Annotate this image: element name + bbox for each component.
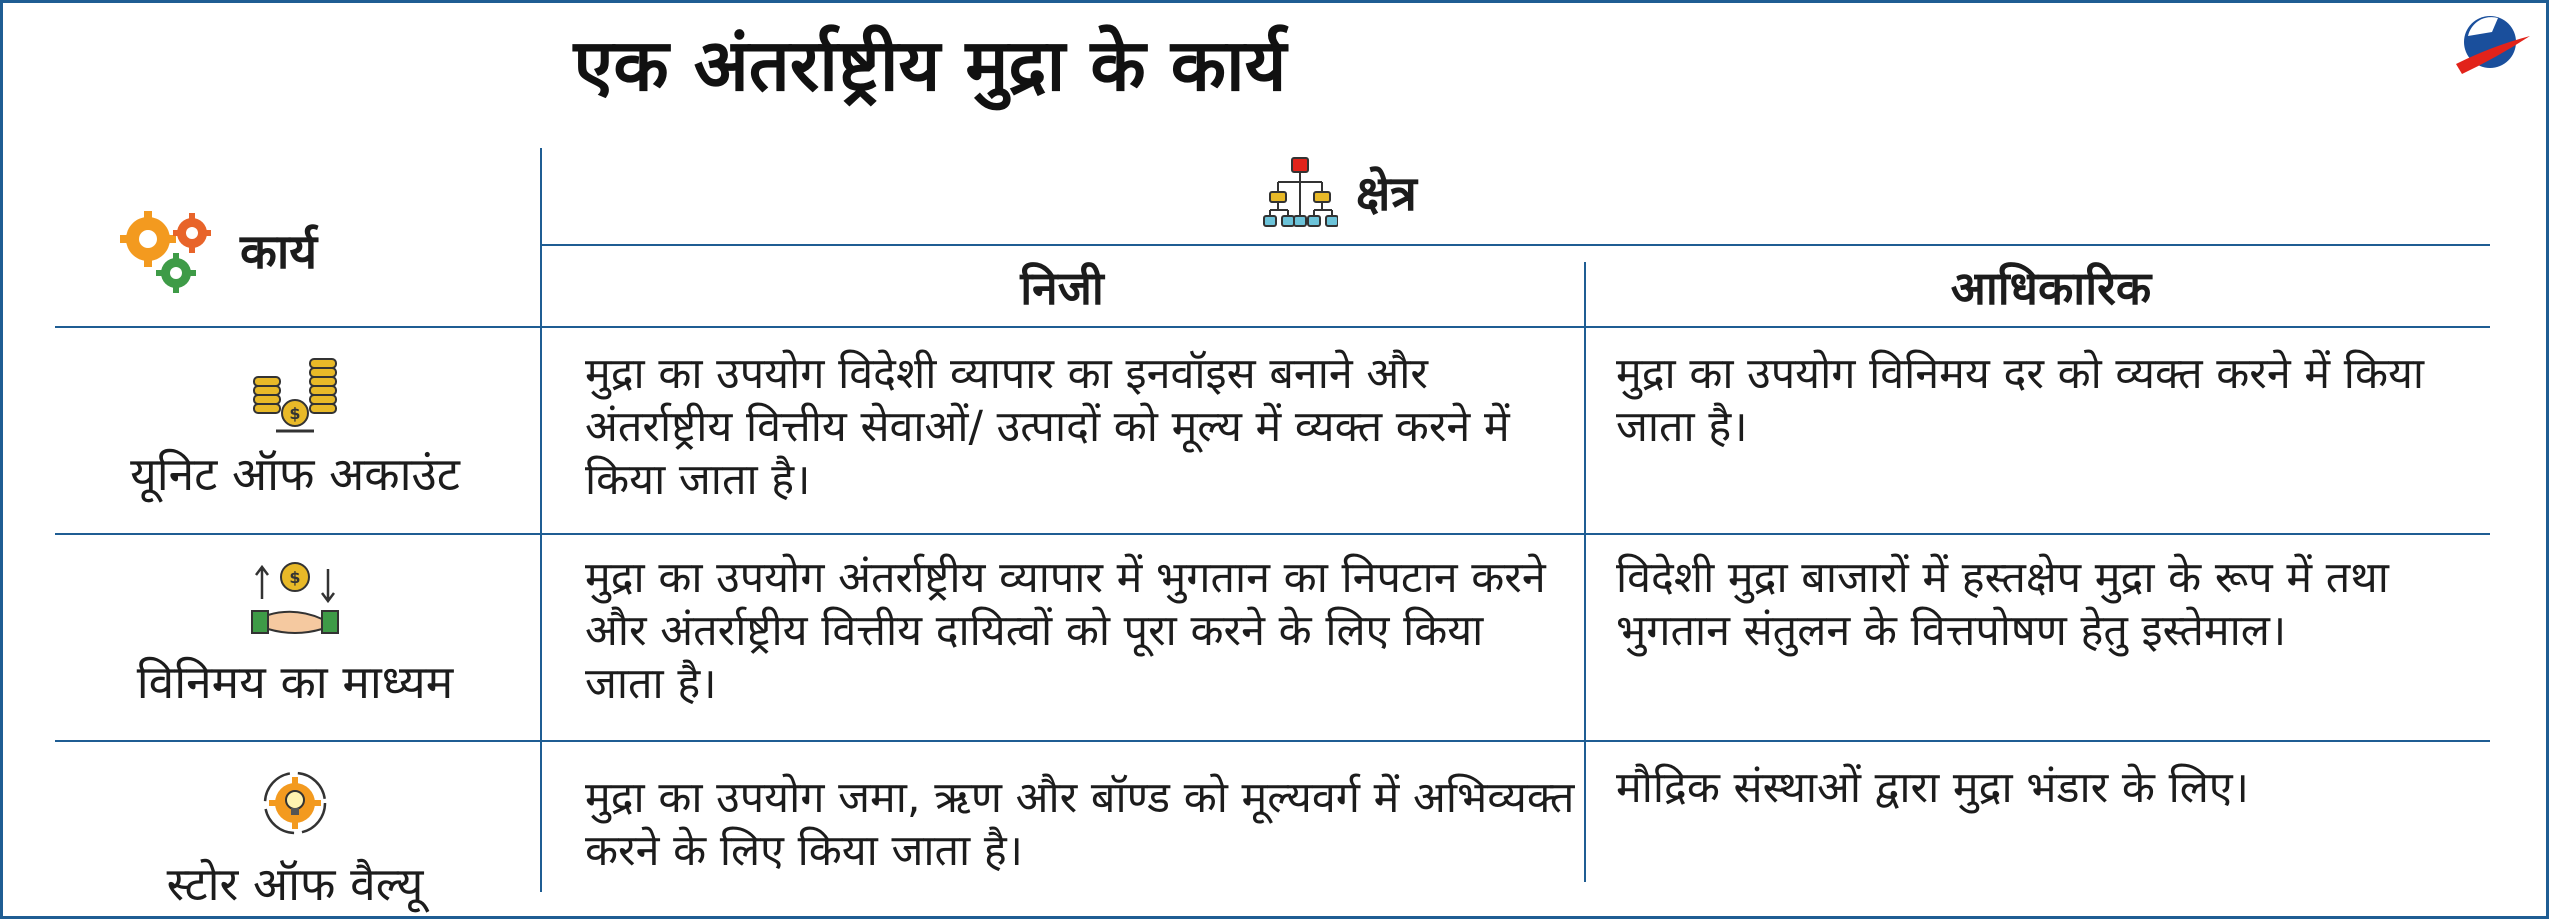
svg-text:$: $ <box>289 404 301 423</box>
official-cell-store-of-value: मौद्रिक संस्थाओं द्वारा मुद्रा भंडार के लिए। <box>1616 763 2249 813</box>
function-header-label: कार्य <box>240 223 318 280</box>
function-cell-unit-of-account <box>55 350 535 504</box>
function-column-header <box>118 200 317 300</box>
function-label: यूनिट ऑफ अकाउंट <box>130 447 460 501</box>
hierarchy-icon <box>1262 154 1338 230</box>
coins-stack-icon <box>250 351 340 435</box>
svg-text:$: $ <box>289 568 301 587</box>
brand-logo-icon <box>2452 6 2532 86</box>
column-divider-line <box>540 148 542 892</box>
page-title: एक अंतर्राष्ट्रीय मुद्रा के कार्य <box>573 23 1287 107</box>
official-cell-medium-of-exchange: विदेशी मुद्रा बाजारों में हस्तक्षेप मुद्रा के रूप में तथा भुगतान संतुलन के वित्तपोषण हेतु इस्तेमाल। <box>1616 553 2389 656</box>
row-divider-line <box>55 533 2490 535</box>
official-cell-unit-of-account: मुद्रा का उपयोग विनिमय दर को व्यक्त करने में किया जाता है। <box>1616 349 2425 452</box>
money-exchange-icon <box>250 559 340 643</box>
function-label: स्टोर ऑफ वैल्यू <box>166 857 424 911</box>
private-cell-unit-of-account: मुद्रा का उपयोग विदेशी व्यापार का इनवॉइस बनाने और अंतर्राष्ट्रीय वित्तीय सेवाओं/ उत्पादों को मूल्य में व्यक्त करने में किया जाता है। <box>585 349 1510 505</box>
function-label: विनिमय का माध्यम <box>136 655 454 709</box>
official-column-header: आधिकारिक <box>1950 261 2152 315</box>
private-cell-medium-of-exchange: मुद्रा का उपयोग अंतर्राष्ट्रीय व्यापार में भुगतान का निपटान करने और अंतर्राष्ट्रीय वित्तीय दायित्वों को पूरा करने के लिए किया जाता है। <box>585 553 1546 709</box>
private-column-header: निजी <box>1020 261 1104 315</box>
column-divider-line <box>1584 262 1586 882</box>
row-divider-line <box>55 740 2490 742</box>
idea-gear-icon <box>259 767 331 839</box>
gears-icon <box>118 207 218 293</box>
sector-column-header <box>1262 150 1417 234</box>
private-cell-store-of-value: मुद्रा का उपयोग जमा, ऋण और बॉण्ड को मूल्यवर्ग में अभिव्यक्त करने के लिए किया जाता है। <box>585 773 1575 876</box>
function-cell-store-of-value <box>55 760 535 914</box>
function-cell-medium-of-exchange <box>55 558 535 712</box>
sector-divider-line <box>540 244 2490 246</box>
header-bottom-line <box>55 326 2490 328</box>
sector-header-label: क्षेत्र <box>1356 165 1417 222</box>
